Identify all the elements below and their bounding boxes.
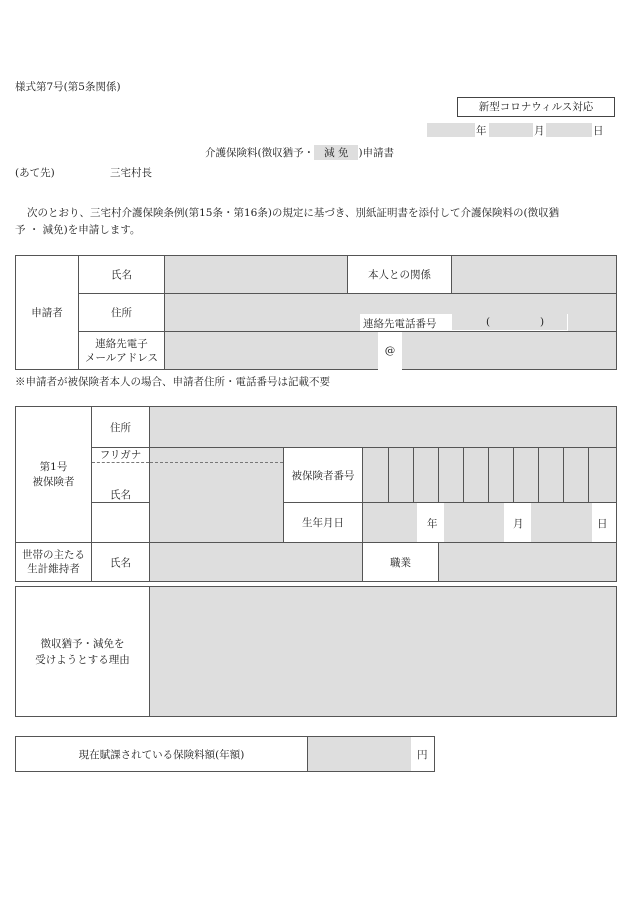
birth-day-field[interactable] (531, 503, 592, 542)
date-year-label: 年 (476, 125, 487, 137)
title-suffix: )申請書 (358, 147, 395, 159)
household-label-line-2: 生計維持者 (27, 563, 80, 575)
furigana-label: フリガナ (92, 448, 149, 463)
insured-number-digit-5[interactable] (464, 448, 489, 503)
email-label-line-2: メールアドレス (85, 351, 158, 364)
birthdate-label: 生年月日 (284, 503, 363, 543)
birth-day-label: 日 (597, 518, 608, 530)
relation-field[interactable] (452, 256, 617, 294)
applicant-address-label: 住所 (79, 294, 165, 332)
email-label-line-1: 連絡先電子 (95, 337, 148, 350)
applicant-table (15, 255, 617, 370)
insured-address-label: 住所 (92, 407, 150, 448)
occupation-label: 職業 (363, 543, 439, 582)
furigana-field[interactable] (150, 448, 283, 463)
insured-number-label: 被保険者番号 (284, 448, 363, 503)
applicant-name-field[interactable] (165, 256, 348, 294)
date-day-label: 日 (593, 125, 604, 137)
addressee-label: (あて先) (15, 167, 55, 179)
phone-close-paren: ) (540, 316, 545, 328)
premium-amount-field[interactable] (308, 737, 411, 772)
insured-table (15, 406, 617, 582)
premium-table (15, 736, 435, 772)
insured-number-digit-2[interactable] (389, 448, 414, 503)
insured-number-digit-9[interactable] (564, 448, 589, 503)
reason-table (15, 586, 617, 717)
insured-number-digit-4[interactable] (439, 448, 464, 503)
birth-year-label: 年 (427, 518, 438, 530)
insured-number-digit-8[interactable] (539, 448, 564, 503)
intro-line-1: 次のとおり、三宅村介護保険条例(第15条・第16条)の規定に基づき、別紙証明書を添付して介護保険料の(徴収猶 (27, 207, 560, 219)
insured-number-digit-7[interactable] (514, 448, 539, 503)
intro-line-2: 予 ・ 減免)を申請します。 (15, 224, 141, 236)
insured-number-digit-10[interactable] (589, 448, 617, 503)
date-month-field[interactable] (489, 123, 533, 137)
email-field[interactable] (165, 332, 617, 370)
applicant-note: ※申請者が被保険者本人の場合、申請者住所・電話番号は記載不要 (15, 376, 330, 388)
insured-number-digit-6[interactable] (489, 448, 514, 503)
phone-label: 連絡先電話番号 (363, 318, 437, 330)
email-label (79, 332, 165, 370)
occupation-field[interactable] (439, 543, 617, 582)
title-prefix: 介護保険料(徴収猶予・ (205, 147, 315, 159)
applicant-address-field[interactable] (165, 294, 617, 332)
email-at-sign: @ (378, 332, 402, 370)
date-month-label: 月 (534, 125, 545, 137)
reason-label (16, 587, 150, 717)
insured-section-line-1: 第1号 (39, 460, 68, 473)
date-day-field[interactable] (546, 123, 592, 137)
covid-badge: 新型コロナウィルス対応 (457, 97, 615, 117)
date-year-field[interactable] (427, 123, 475, 137)
insured-name-label-cell (92, 448, 150, 503)
addressee-name: 三宅村長 (110, 167, 152, 179)
relation-label: 本人との関係 (348, 256, 452, 294)
premium-unit: 円 (411, 737, 435, 772)
applicant-name-label: 氏名 (79, 256, 165, 294)
title-exemption-highlight[interactable]: 減 免 (314, 145, 358, 160)
reason-label-line-1: 徴収猶予・減免を (40, 637, 125, 650)
phone-row (360, 314, 568, 331)
household-label (16, 543, 92, 582)
birth-month-field[interactable] (444, 503, 504, 542)
birth-month-label: 月 (513, 518, 524, 530)
reason-field[interactable] (150, 587, 617, 717)
insured-address-field[interactable] (150, 407, 617, 448)
household-name-field[interactable] (150, 543, 363, 582)
form-number: 様式第7号(第5条関係) (15, 81, 121, 93)
phone-number-field[interactable] (452, 314, 567, 330)
birthdate-field[interactable] (363, 503, 617, 543)
insured-name-label: 氏名 (110, 489, 131, 501)
page-title (205, 145, 394, 160)
household-name-label: 氏名 (92, 543, 150, 582)
premium-label: 現在賦課されている保険料額(年額) (16, 737, 308, 772)
insured-number-digit-1[interactable] (363, 448, 389, 503)
birth-year-field[interactable] (363, 503, 417, 542)
insured-section-label (16, 407, 92, 543)
insured-name-label-spacer (92, 503, 150, 543)
household-label-line-1: 世帯の主たる (22, 549, 85, 561)
applicant-section-label: 申請者 (16, 256, 79, 370)
reason-label-line-2: 受けようとする理由 (35, 653, 130, 666)
insured-name-field[interactable] (150, 448, 284, 543)
insured-number-digit-3[interactable] (414, 448, 439, 503)
insured-section-line-2: 被保険者 (32, 475, 75, 488)
phone-open-paren: ( (486, 316, 491, 328)
